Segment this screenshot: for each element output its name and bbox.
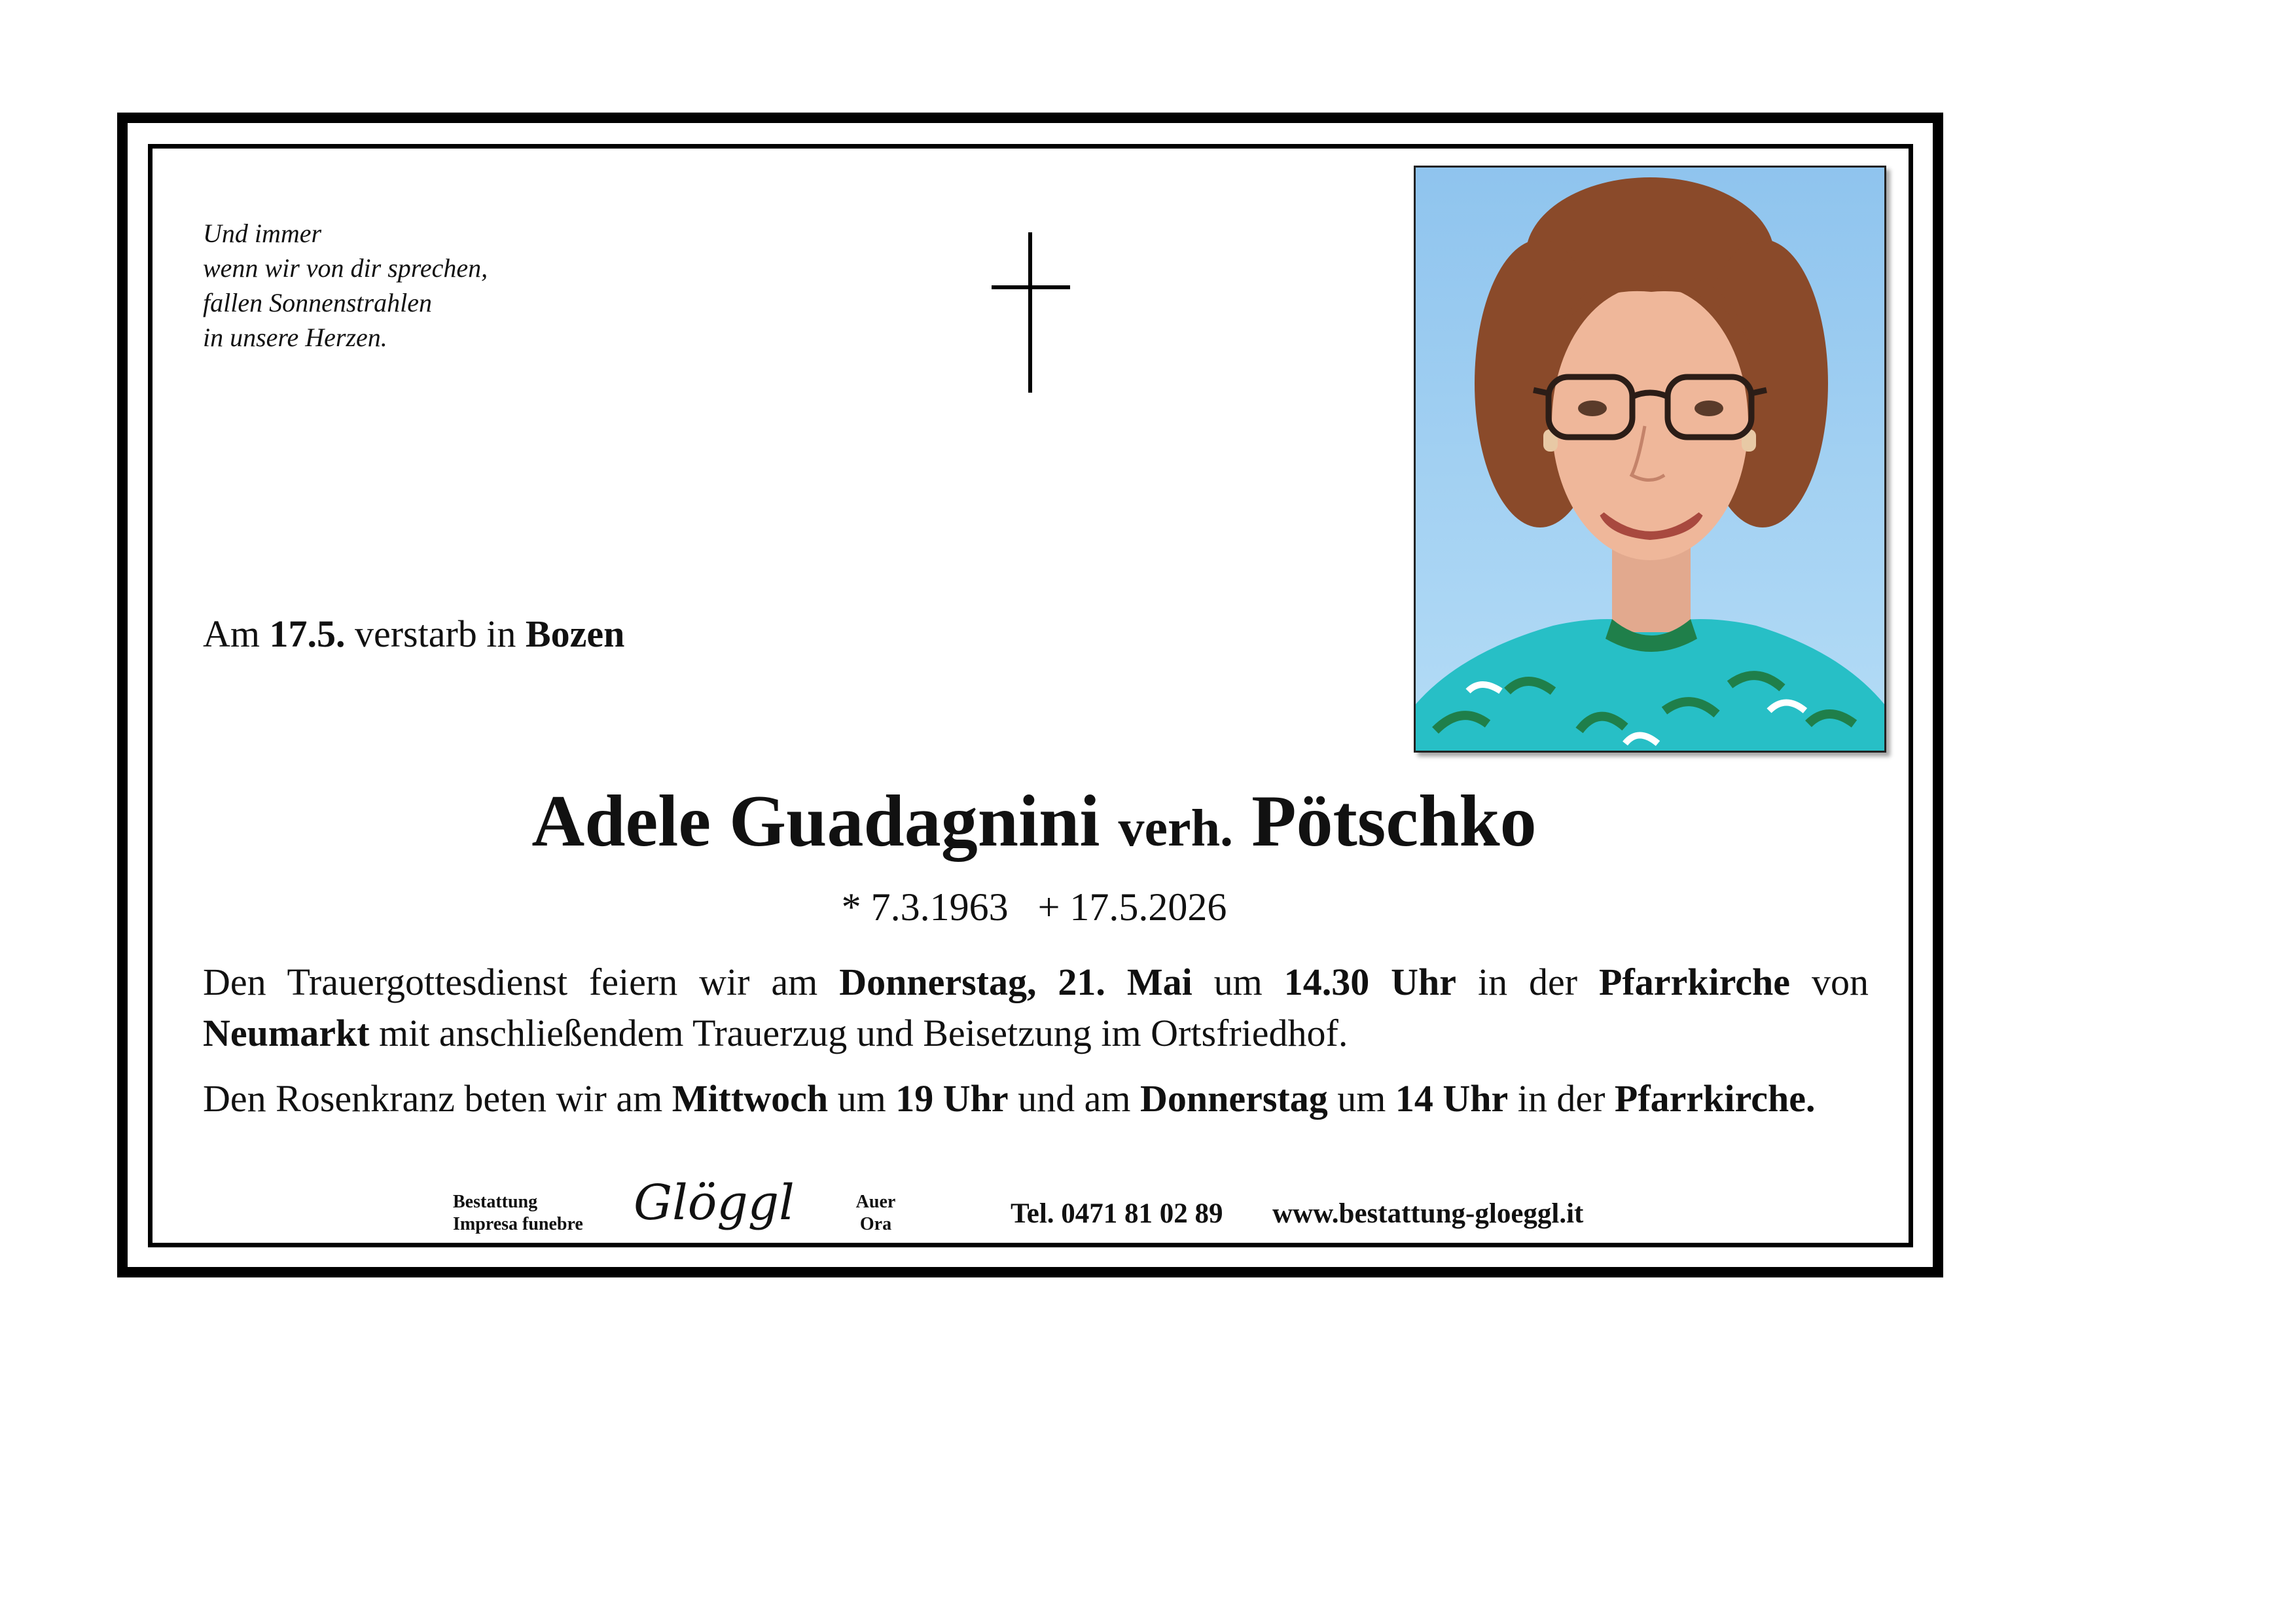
death-place: Bozen: [525, 613, 625, 655]
undertaker-label-line: Impresa funebre: [453, 1214, 583, 1234]
rosary-time-2: 14 Uhr: [1395, 1077, 1509, 1120]
undertaker-location: [850, 1191, 902, 1236]
poem-line: fallen Sonnenstrahlen: [203, 288, 432, 317]
text: in der: [1508, 1077, 1615, 1120]
undertaker-label: [453, 1191, 583, 1236]
birth-date: * 7.3.1963: [841, 885, 1009, 929]
poem-line: Und immer: [203, 219, 322, 248]
death-announcement: [203, 612, 624, 656]
location-line: Auer: [855, 1192, 896, 1212]
married-name: Pötschko: [1251, 781, 1537, 862]
text: von: [1790, 961, 1869, 1003]
phone-number: Tel. 0471 81 02 89: [1011, 1198, 1223, 1229]
funeral-service-paragraph: [203, 957, 1869, 1059]
deceased-name: [170, 779, 1898, 871]
undertaker-label-line: Bestattung: [453, 1192, 538, 1212]
portrait-photo: [1414, 166, 1886, 753]
text: Den Rosenkranz beten wir am: [203, 1077, 672, 1120]
full-name: Adele Guadagnini: [531, 781, 1100, 862]
rosary-church: Pfarrkirche.: [1614, 1077, 1816, 1120]
website-link[interactable]: www.bestattung-gloeggl.it: [1272, 1198, 1584, 1229]
married-prefix: verh.: [1118, 800, 1234, 857]
poem-line: in unsere Herzen.: [203, 323, 387, 352]
poem-line: wenn wir von dir sprechen,: [203, 253, 488, 283]
service-time: 14.30 Uhr: [1283, 961, 1457, 1003]
service-town: Neumarkt: [203, 1012, 370, 1054]
death-text: verstarb in: [345, 613, 526, 655]
death-date: 17.5.: [269, 613, 346, 655]
undertaker-logo: Glöggl: [634, 1175, 795, 1231]
death-date-full: + 17.5.2026: [1037, 885, 1227, 929]
rosary-time: 19 Uhr: [895, 1077, 1009, 1120]
rosary-paragraph: [203, 1073, 1869, 1124]
rosary-day-2: Donnerstag: [1139, 1077, 1328, 1120]
text: um: [1327, 1077, 1395, 1120]
text: um: [1192, 961, 1284, 1003]
cross-icon: [992, 232, 1070, 393]
text: mit anschließendem Trauerzug und Beisetzung im Ortsfriedhof.: [369, 1012, 1348, 1054]
rosary-day: Mittwoch: [672, 1077, 829, 1120]
text: und am: [1008, 1077, 1140, 1120]
life-dates: [170, 885, 1898, 930]
text: Den Trauergottesdienst feiern wir am: [203, 961, 840, 1003]
text: um: [828, 1077, 896, 1120]
poem: [203, 216, 488, 355]
service-date: Donnerstag, 21. Mai: [839, 961, 1193, 1003]
death-text: Am: [203, 613, 270, 655]
location-line: Ora: [859, 1214, 892, 1234]
text: in der: [1456, 961, 1600, 1003]
service-church: Pfarrkirche: [1599, 961, 1791, 1003]
